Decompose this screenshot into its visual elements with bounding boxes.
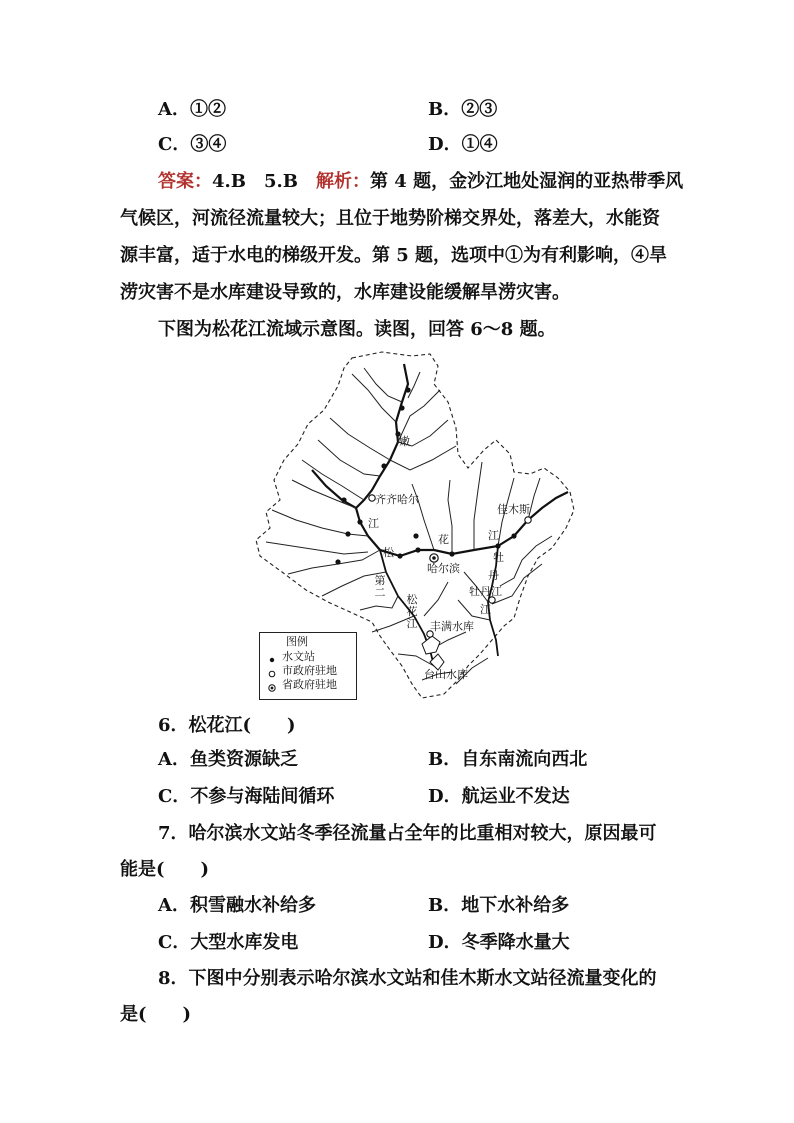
map-label-haerbin: 哈尔滨: [427, 562, 460, 575]
legend-title: 图例: [286, 635, 308, 648]
q7-option-b: B．地下水补给多: [428, 895, 570, 916]
answer-values: 4.B 5.B: [212, 171, 299, 192]
legend-city: 市政府驻地: [282, 664, 337, 677]
q7-stem-2: 能是( ): [120, 859, 210, 880]
map-label-mudanjiang-city: 牡丹江: [469, 585, 502, 598]
map-label-mudan-jiang: 江: [480, 603, 491, 616]
capital-circle-icon: [268, 682, 276, 690]
map-label-nen: 嫩: [399, 435, 410, 448]
legend-station: 水文站: [282, 650, 315, 663]
q6-option-a: A．鱼类资源缺乏: [158, 749, 298, 770]
q5-option-b: B．②③: [428, 99, 498, 120]
map-legend: [259, 632, 357, 700]
q7-option-a: A．积雪融水补给多: [158, 895, 316, 916]
q5-option-a: A．①②: [158, 99, 226, 120]
city-circle-icon: [268, 668, 276, 676]
q8-stem-2: 是( ): [120, 1004, 192, 1025]
legend-capital: 省政府驻地: [282, 678, 337, 691]
station-dot-icon: [268, 654, 276, 662]
q6-option-b: B．自东南流向西北: [428, 749, 588, 770]
answer-line-4: 涝灾害不是水库建设导致的，水库建设能缓解旱涝灾害。: [120, 282, 570, 303]
map-label-qiqihaer: 齐齐哈尔: [375, 493, 419, 506]
map-label-di2-songhua: 松花江: [406, 593, 418, 630]
map-label-di2er: 第二: [374, 574, 386, 599]
answer-label: 答案：: [158, 171, 212, 192]
map-label-taishan: 台山水库: [424, 668, 468, 681]
map-label-fengman: 丰满水库: [430, 620, 474, 633]
q5-option-d: D．①④: [428, 134, 498, 155]
map-label-nen-jiang: 江: [368, 517, 379, 530]
q6-option-d: D．航运业不发达: [428, 786, 570, 807]
map-label-hua: 花: [438, 533, 449, 546]
q5-option-c: C．③④: [158, 134, 227, 155]
map-label-mu: 牡: [493, 551, 504, 564]
answer-line-1: [158, 170, 683, 194]
answer-line-3: 源丰富，适于水电的梯级开发。第 5 题，选项中①为有利影响，④旱: [120, 245, 668, 266]
map-label-jiamusi: 佳木斯: [497, 503, 530, 516]
q8-stem-1: 8．下图中分别表示哈尔滨水文站和佳木斯水文站径流量变化的: [158, 968, 657, 989]
intro-text: 下图为松花江流域示意图。读图，回答 6～8 题。: [158, 319, 556, 340]
jiexi-label: 解析：: [316, 171, 371, 192]
q7-option-d: D．冬季降水量大: [428, 932, 570, 953]
map-label-dan: 丹: [488, 569, 499, 582]
q6-option-c: C．不参与海陆间循环: [158, 786, 335, 807]
answer-line-2: 气候区，河流径流量较大；且位于地势阶梯交界处，落差大，水能资: [120, 208, 660, 229]
q7-option-c: C．大型水库发电: [158, 932, 299, 953]
map-label-songhua-jiang: 江: [488, 529, 499, 542]
map-label-song: 松: [383, 546, 394, 559]
answer-text-1: 第 4 题，金沙江地处湿润的亚热带季风: [370, 171, 684, 192]
q6-stem: 6．松花江( ): [158, 715, 296, 736]
q7-stem-1: 7．哈尔滨水文站冬季径流量占全年的比重相对较大，原因最可: [158, 823, 657, 844]
